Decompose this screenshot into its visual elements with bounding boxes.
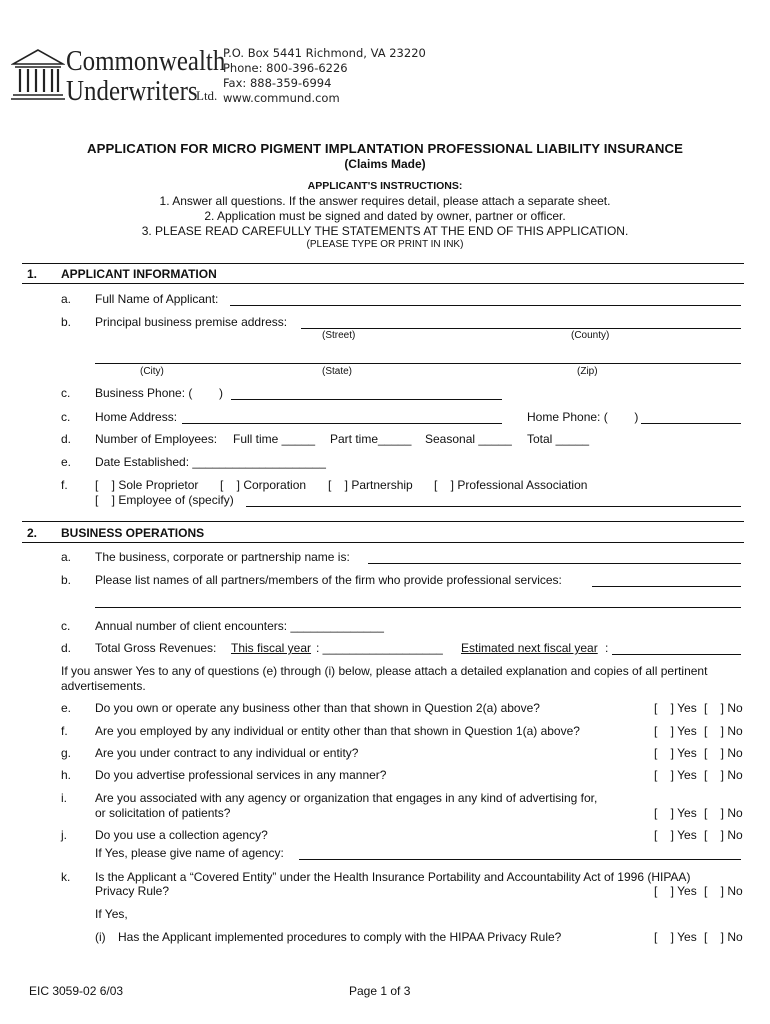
question-text: Do you advertise professional services in any manner? — [95, 768, 387, 782]
company-name-suffix: Ltd. — [196, 88, 218, 103]
question-text-cont: Privacy Rule? — [95, 884, 170, 898]
instruction-line-3: 3. PLEASE READ CAREFULLY THE STATEMENTS AT THE END OF THIS APPLICATION. — [141, 224, 629, 238]
question-k-no-checkbox[interactable]: [ ] No — [704, 884, 743, 898]
item-2c-letter: c. — [61, 619, 71, 633]
question-f-yes-checkbox[interactable]: [ ] Yes — [654, 724, 697, 738]
sub-question-i-no-checkbox[interactable]: [ ] No — [704, 930, 743, 944]
question-letter: i. — [61, 791, 67, 805]
corporation-checkbox[interactable]: [ ] Corporation — [220, 478, 307, 492]
question-k-yes-checkbox[interactable]: [ ] Yes — [654, 884, 697, 898]
employees-seasonal[interactable]: Seasonal _____ — [425, 432, 512, 446]
section1-title: APPLICANT INFORMATION — [61, 267, 217, 281]
this-fiscal-year-field[interactable]: : __________________ — [316, 641, 443, 655]
business-name-label: The business, corporate or partnership name is: — [95, 550, 350, 564]
full-name-label: Full Name of Applicant: — [95, 292, 219, 306]
partners-label: Please list names of all partners/members of the firm who provide professional services: — [95, 573, 562, 587]
business-name-field[interactable] — [368, 563, 741, 564]
item-1e-letter: e. — [61, 455, 72, 469]
section2-top-rule — [22, 521, 744, 522]
company-fax: Fax: 888-359-6994 — [223, 76, 332, 90]
home-phone-label: Home Phone: ( ) — [527, 410, 639, 424]
question-g-no-checkbox[interactable]: [ ] No — [704, 746, 743, 760]
company-address: P.O. Box 5441 Richmond, VA 23220 — [223, 46, 426, 60]
question-letter: j. — [61, 828, 67, 842]
sub-question-i-text: Has the Applicant implemented procedures to comply with the HIPAA Privacy Rule? — [118, 930, 562, 944]
item-1b-letter: b. — [61, 315, 72, 329]
zip-caption: (Zip) — [577, 366, 598, 377]
question-letter: g. — [61, 746, 72, 760]
item-2a-letter: a. — [61, 550, 72, 564]
county-caption: (County) — [571, 330, 610, 341]
employees-full-time[interactable]: Full time _____ — [233, 432, 316, 446]
instructions-heading: APPLICANT'S INSTRUCTIONS: — [307, 180, 463, 192]
partners-field-1[interactable] — [592, 586, 741, 587]
street-caption: (Street) — [322, 330, 356, 341]
question-letter: e. — [61, 701, 72, 715]
question-letter: h. — [61, 768, 72, 782]
question-text: Are you associated with any agency or organization that engages in any kind of advertising for, — [95, 791, 598, 805]
company-name-line1: Commonwealth — [66, 45, 226, 77]
city-caption: (City) — [140, 366, 164, 377]
instruction-line-2: 2. Application must be signed and dated by owner, partner or officer. — [204, 209, 566, 223]
employee-of-field[interactable] — [246, 506, 741, 507]
instruction-line-4: (PLEASE TYPE OR PRINT IN INK) — [306, 239, 464, 250]
yes-note-line1: If you answer Yes to any of questions (e) through (i) below, please attach a detailed explanation and copies of all pertinent — [61, 664, 708, 678]
yes-note-line2: advertisements. — [61, 679, 146, 693]
item-1c-letter: c. — [61, 386, 71, 400]
if-yes-label: If Yes, — [95, 907, 128, 921]
client-encounters-field[interactable]: Annual number of client encounters: ______________ — [95, 619, 384, 633]
employees-part-time[interactable]: Part time_____ — [330, 432, 412, 446]
company-website: www.commund.com — [223, 91, 340, 105]
question-text-cont: or solicitation of patients? — [95, 806, 231, 820]
question-h-yes-checkbox[interactable]: [ ] Yes — [654, 768, 697, 782]
professional-association-checkbox[interactable]: [ ] Professional Association — [434, 478, 588, 492]
sub-question-i-label: (i) — [95, 930, 106, 944]
page-number: Page 1 of 3 — [349, 984, 411, 998]
sub-question-i-yes-checkbox[interactable]: [ ] Yes — [654, 930, 697, 944]
date-established-field[interactable]: Date Established: ____________________ — [95, 455, 326, 469]
item-2d-letter: d. — [61, 641, 72, 655]
question-g-yes-checkbox[interactable]: [ ] Yes — [654, 746, 697, 760]
company-phone: Phone: 800-396-6226 — [223, 61, 348, 75]
collection-agency-field[interactable] — [299, 859, 741, 860]
company-name-line2: Underwriters — [66, 75, 198, 107]
home-address-label: Home Address: — [95, 410, 178, 424]
question-i-yes-checkbox[interactable]: [ ] Yes — [654, 806, 697, 820]
item-1a-letter: a. — [61, 292, 72, 306]
question-text: Are you under contract to any individual or entity? — [95, 746, 359, 760]
question-e-no-checkbox[interactable]: [ ] No — [704, 701, 743, 715]
question-j-yes-checkbox[interactable]: [ ] Yes — [654, 828, 697, 842]
premise-city-state-zip-field[interactable] — [95, 363, 741, 364]
business-phone-field[interactable] — [231, 399, 502, 400]
business-phone-label: Business Phone: ( ) — [95, 386, 224, 400]
section2-number: 2. — [27, 526, 38, 540]
form-id: EIC 3059-02 6/03 — [29, 984, 124, 998]
item-1f-letter: f. — [61, 478, 68, 492]
company-logo-building-icon — [11, 48, 65, 102]
question-text: Do you own or operate any business other than that shown in Question 2(a) above? — [95, 701, 540, 715]
question-f-no-checkbox[interactable]: [ ] No — [704, 724, 743, 738]
next-fiscal-year-colon: : — [605, 641, 609, 655]
item-1c2-letter: c. — [61, 410, 71, 424]
next-fiscal-year-field[interactable] — [612, 654, 741, 655]
state-caption: (State) — [322, 366, 353, 377]
section1-title-rule — [22, 283, 744, 284]
full-name-field[interactable] — [230, 305, 741, 306]
question-text: Is the Applicant a “Covered Entity” under the Health Insurance Portability and Accountability Act of 1996 (HIPAA) — [95, 870, 691, 884]
question-e-yes-checkbox[interactable]: [ ] Yes — [654, 701, 697, 715]
question-letter: f. — [61, 724, 68, 738]
premise-address-label: Principal business premise address: — [95, 315, 288, 329]
employees-total[interactable]: Total _____ — [527, 432, 590, 446]
instruction-line-1: 1. Answer all questions. If the answer requires detail, please attach a separate sheet. — [159, 194, 611, 208]
section2-title-rule — [22, 542, 744, 543]
question-h-no-checkbox[interactable]: [ ] No — [704, 768, 743, 782]
home-phone-field[interactable] — [641, 423, 741, 424]
partnership-checkbox[interactable]: [ ] Partnership — [328, 478, 413, 492]
employee-of-checkbox[interactable]: [ ] Employee of (specify) — [95, 493, 234, 507]
question-text: Are you employed by any individual or entity other than that shown in Question 1(a) above? — [95, 724, 580, 738]
question-text: Do you use a collection agency? — [95, 828, 268, 842]
question-j-no-checkbox[interactable]: [ ] No — [704, 828, 743, 842]
question-letter: k. — [61, 870, 71, 884]
question-i-no-checkbox[interactable]: [ ] No — [704, 806, 743, 820]
employees-label: Number of Employees: — [95, 432, 218, 446]
form-title: APPLICATION FOR MICRO PIGMENT IMPLANTATION PROFESSIONAL LIABILITY INSURANCE — [86, 141, 684, 156]
next-fiscal-year-label: Estimated next fiscal year — [461, 641, 598, 655]
form-subtitle: (Claims Made) — [344, 157, 426, 171]
item-2b-letter: b. — [61, 573, 72, 587]
partners-field-2[interactable] — [95, 607, 741, 608]
premise-street-county-field[interactable] — [301, 328, 741, 329]
item-1d-letter: d. — [61, 432, 72, 446]
question-text-cont: If Yes, please give name of agency: — [95, 846, 284, 860]
section1-top-rule — [22, 263, 744, 264]
home-address-field[interactable] — [182, 423, 502, 424]
this-fiscal-year-label: This fiscal year — [231, 641, 312, 655]
section2-title: BUSINESS OPERATIONS — [61, 526, 205, 540]
sole-proprietor-checkbox[interactable]: [ ] Sole Proprietor — [95, 478, 199, 492]
section1-number: 1. — [27, 267, 38, 281]
gross-revenues-label: Total Gross Revenues: — [95, 641, 217, 655]
